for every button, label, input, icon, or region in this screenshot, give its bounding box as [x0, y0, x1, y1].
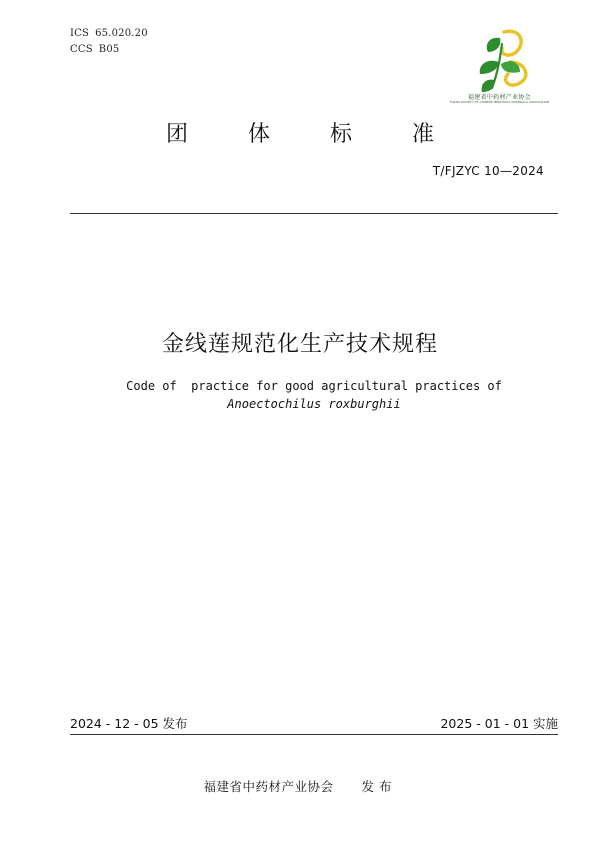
publisher-action: 发布	[361, 779, 397, 794]
standard-type-char: 标	[329, 122, 352, 147]
standard-type-char: 体	[247, 122, 270, 147]
ics-label: ICS	[70, 28, 90, 39]
standard-number: T/FJZYC 10—2024	[432, 164, 544, 178]
issue-date: 2024 - 12 - 05 发布	[70, 716, 188, 731]
logo-text: 福建省中药材产业协会	[467, 94, 531, 101]
implementation-date: 2025 - 01 - 01 实施	[440, 716, 558, 731]
ccs-label: CCS	[70, 44, 93, 55]
top-divider	[70, 213, 558, 214]
standard-type-char: 准	[411, 122, 434, 147]
ccs-value: B05	[98, 44, 120, 55]
publisher-org: 福建省中药材产业协会	[203, 779, 334, 794]
logo-subtext: FUJIAN SOCIETY OF CHINESE MEDICINAL MATERIALS ASSOCIATION	[449, 100, 550, 104]
standard-type-heading	[0, 117, 600, 148]
publisher-line	[0, 777, 600, 795]
standard-type-char: 团	[165, 122, 188, 147]
ccs-code	[70, 44, 119, 55]
ics-code	[70, 28, 148, 39]
title-chinese: 金线莲规范化生产技术规程	[161, 332, 438, 357]
title-english-line1: Code of practice for good agricultural practices of	[126, 379, 502, 393]
title-english-line2: Anoectochilus roxburghii	[227, 397, 401, 411]
ics-value: 65.020.20	[95, 28, 148, 39]
bottom-divider	[70, 734, 558, 735]
